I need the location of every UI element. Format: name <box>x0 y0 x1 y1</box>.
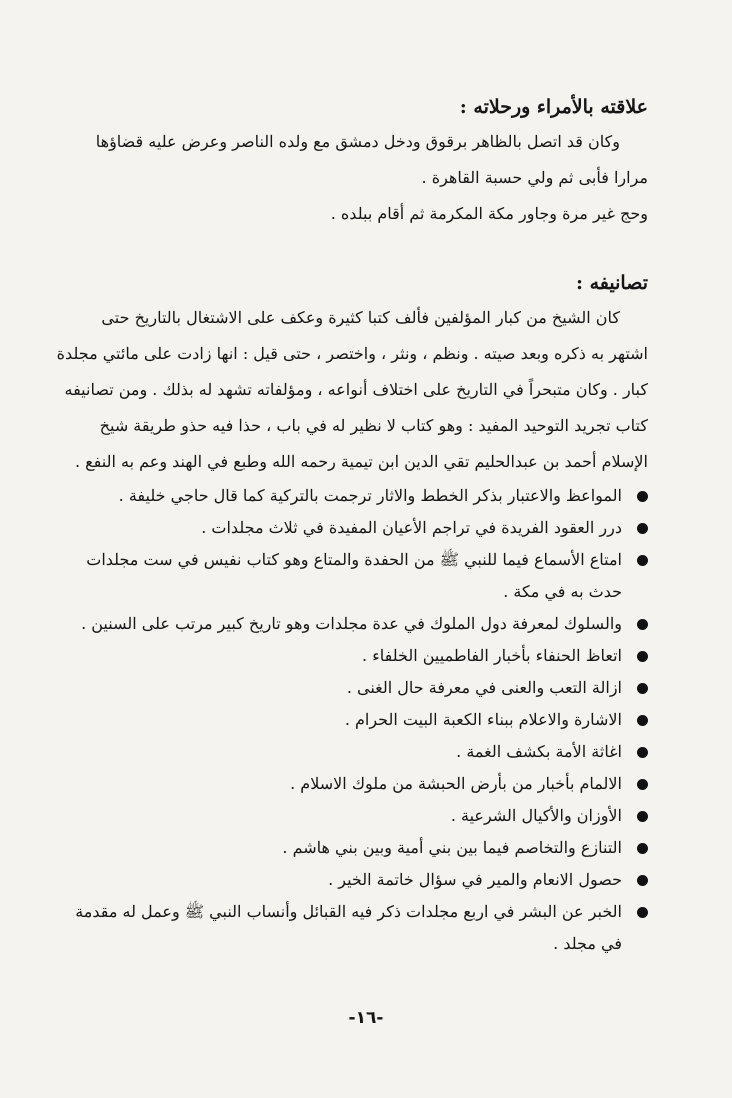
section-relations <box>50 90 648 232</box>
list-item <box>50 896 648 960</box>
bullet-icon <box>637 843 648 854</box>
list-item <box>50 480 648 512</box>
bullet-icon <box>637 651 648 662</box>
paragraph-line: كان الشيخ من كبار المؤلفين فألف كتبا كثيرة وعكف على الاشتغال بالتاريخ حتى <box>101 308 620 327</box>
bullet-icon <box>637 619 648 630</box>
list-item <box>50 640 648 672</box>
section-heading-relations: علاقته بالأمراء ورحلاته : <box>459 96 648 118</box>
bullet-icon <box>637 523 648 534</box>
page-content <box>50 90 648 960</box>
bullet-icon <box>637 747 648 758</box>
bullet-icon <box>637 715 648 726</box>
list-item <box>50 544 648 608</box>
bullet-icon <box>637 779 648 790</box>
bullet-icon <box>637 875 648 886</box>
list-item-text: اغاثة الأمة بكشف الغمة . <box>456 742 622 761</box>
list-item-text: الخبر عن البشر في اربع مجلدات ذكر فيه القبائل وأنساب النبي ﷺ وعمل له مقدمة في مجلد . <box>75 902 622 953</box>
bullet-icon <box>637 683 648 694</box>
list-item-text: امتاع الأسماع فيما للنبي ﷺ من الحفدة والمتاع وهو كتاب نفيس في ست مجلدات حدث به في مكة . <box>86 550 622 601</box>
paragraph-line: كتاب تجريد التوحيد المفيد : وهو كتاب لا نظير له في باب ، حذا فيه حذو طريقة شيخ <box>99 416 648 435</box>
paragraph-line: كبار . وكان متبحراً في التاريخ على اختلاف أنواعه ، ومؤلفاته تشهد له بذلك . ومن تصانيفه <box>64 380 648 399</box>
list-item-text: الأوزان والأكيال الشرعية . <box>450 806 622 825</box>
section-works <box>50 266 648 960</box>
list-item-text: درر العقود الفريدة في تراجم الأعيان المفيدة في ثلاث مجلدات . <box>201 518 622 537</box>
list-item <box>50 800 648 832</box>
paragraph-line: وحج غير مرة وجاور مكة المكرمة ثم أقام ببلده . <box>330 204 648 223</box>
works-list <box>50 480 648 960</box>
list-item <box>50 736 648 768</box>
section-heading-works: تصانيفه : <box>575 272 648 294</box>
list-item <box>50 608 648 640</box>
paragraph-line: اشتهر به ذكره وبعد صيته . ونظم ، ونثر ، واختصر ، حتى قيل : انها زادت على مائتي مجلدة <box>56 344 648 363</box>
list-item-text: ازالة التعب والعنى في معرفة حال الغنى . <box>346 678 622 697</box>
list-item <box>50 768 648 800</box>
paragraph-line: الإسلام أحمد بن عبدالحليم تقي الدين ابن تيمية رحمه الله وطبع في الهند وعم به النفع . <box>74 452 648 471</box>
list-item-text: التنازع والتخاصم فيما بين بني أمية وبين بني هاشم . <box>282 838 622 857</box>
bullet-icon <box>637 907 648 918</box>
list-item-text: اتعاظ الحنفاء بأخبار الفاطميين الخلفاء . <box>362 646 622 665</box>
list-item <box>50 864 648 896</box>
list-item-text: المواعظ والاعتبار بذكر الخطط والاثار ترجمت بالتركية كما قال حاجي خليفة . <box>118 486 622 505</box>
bullet-icon <box>637 555 648 566</box>
paragraph-line: وكان قد اتصل بالظاهر برقوق ودخل دمشق مع ولده الناصر وعرض عليه قضاؤها <box>95 132 620 151</box>
bullet-icon <box>637 811 648 822</box>
list-item-text: الاشارة والاعلام ببناء الكعبة البيت الحرام . <box>344 710 622 729</box>
bullet-icon <box>637 491 648 502</box>
list-item <box>50 672 648 704</box>
list-item <box>50 832 648 864</box>
list-item-text: والسلوك لمعرفة دول الملوك في عدة مجلدات وهو تاريخ كبير مرتب على السنين . <box>81 614 622 633</box>
paragraph-line: مرارا فأبى ثم ولي حسبة القاهرة . <box>421 168 648 187</box>
list-item-text: حصول الانعام والمير في سؤال خاتمة الخير . <box>328 870 622 889</box>
list-item <box>50 704 648 736</box>
list-item-text: الالمام بأخبار من بأرض الحبشة من ملوك الاسلام . <box>290 774 622 793</box>
list-item <box>50 512 648 544</box>
page-number: -١٦- <box>348 1008 384 1028</box>
